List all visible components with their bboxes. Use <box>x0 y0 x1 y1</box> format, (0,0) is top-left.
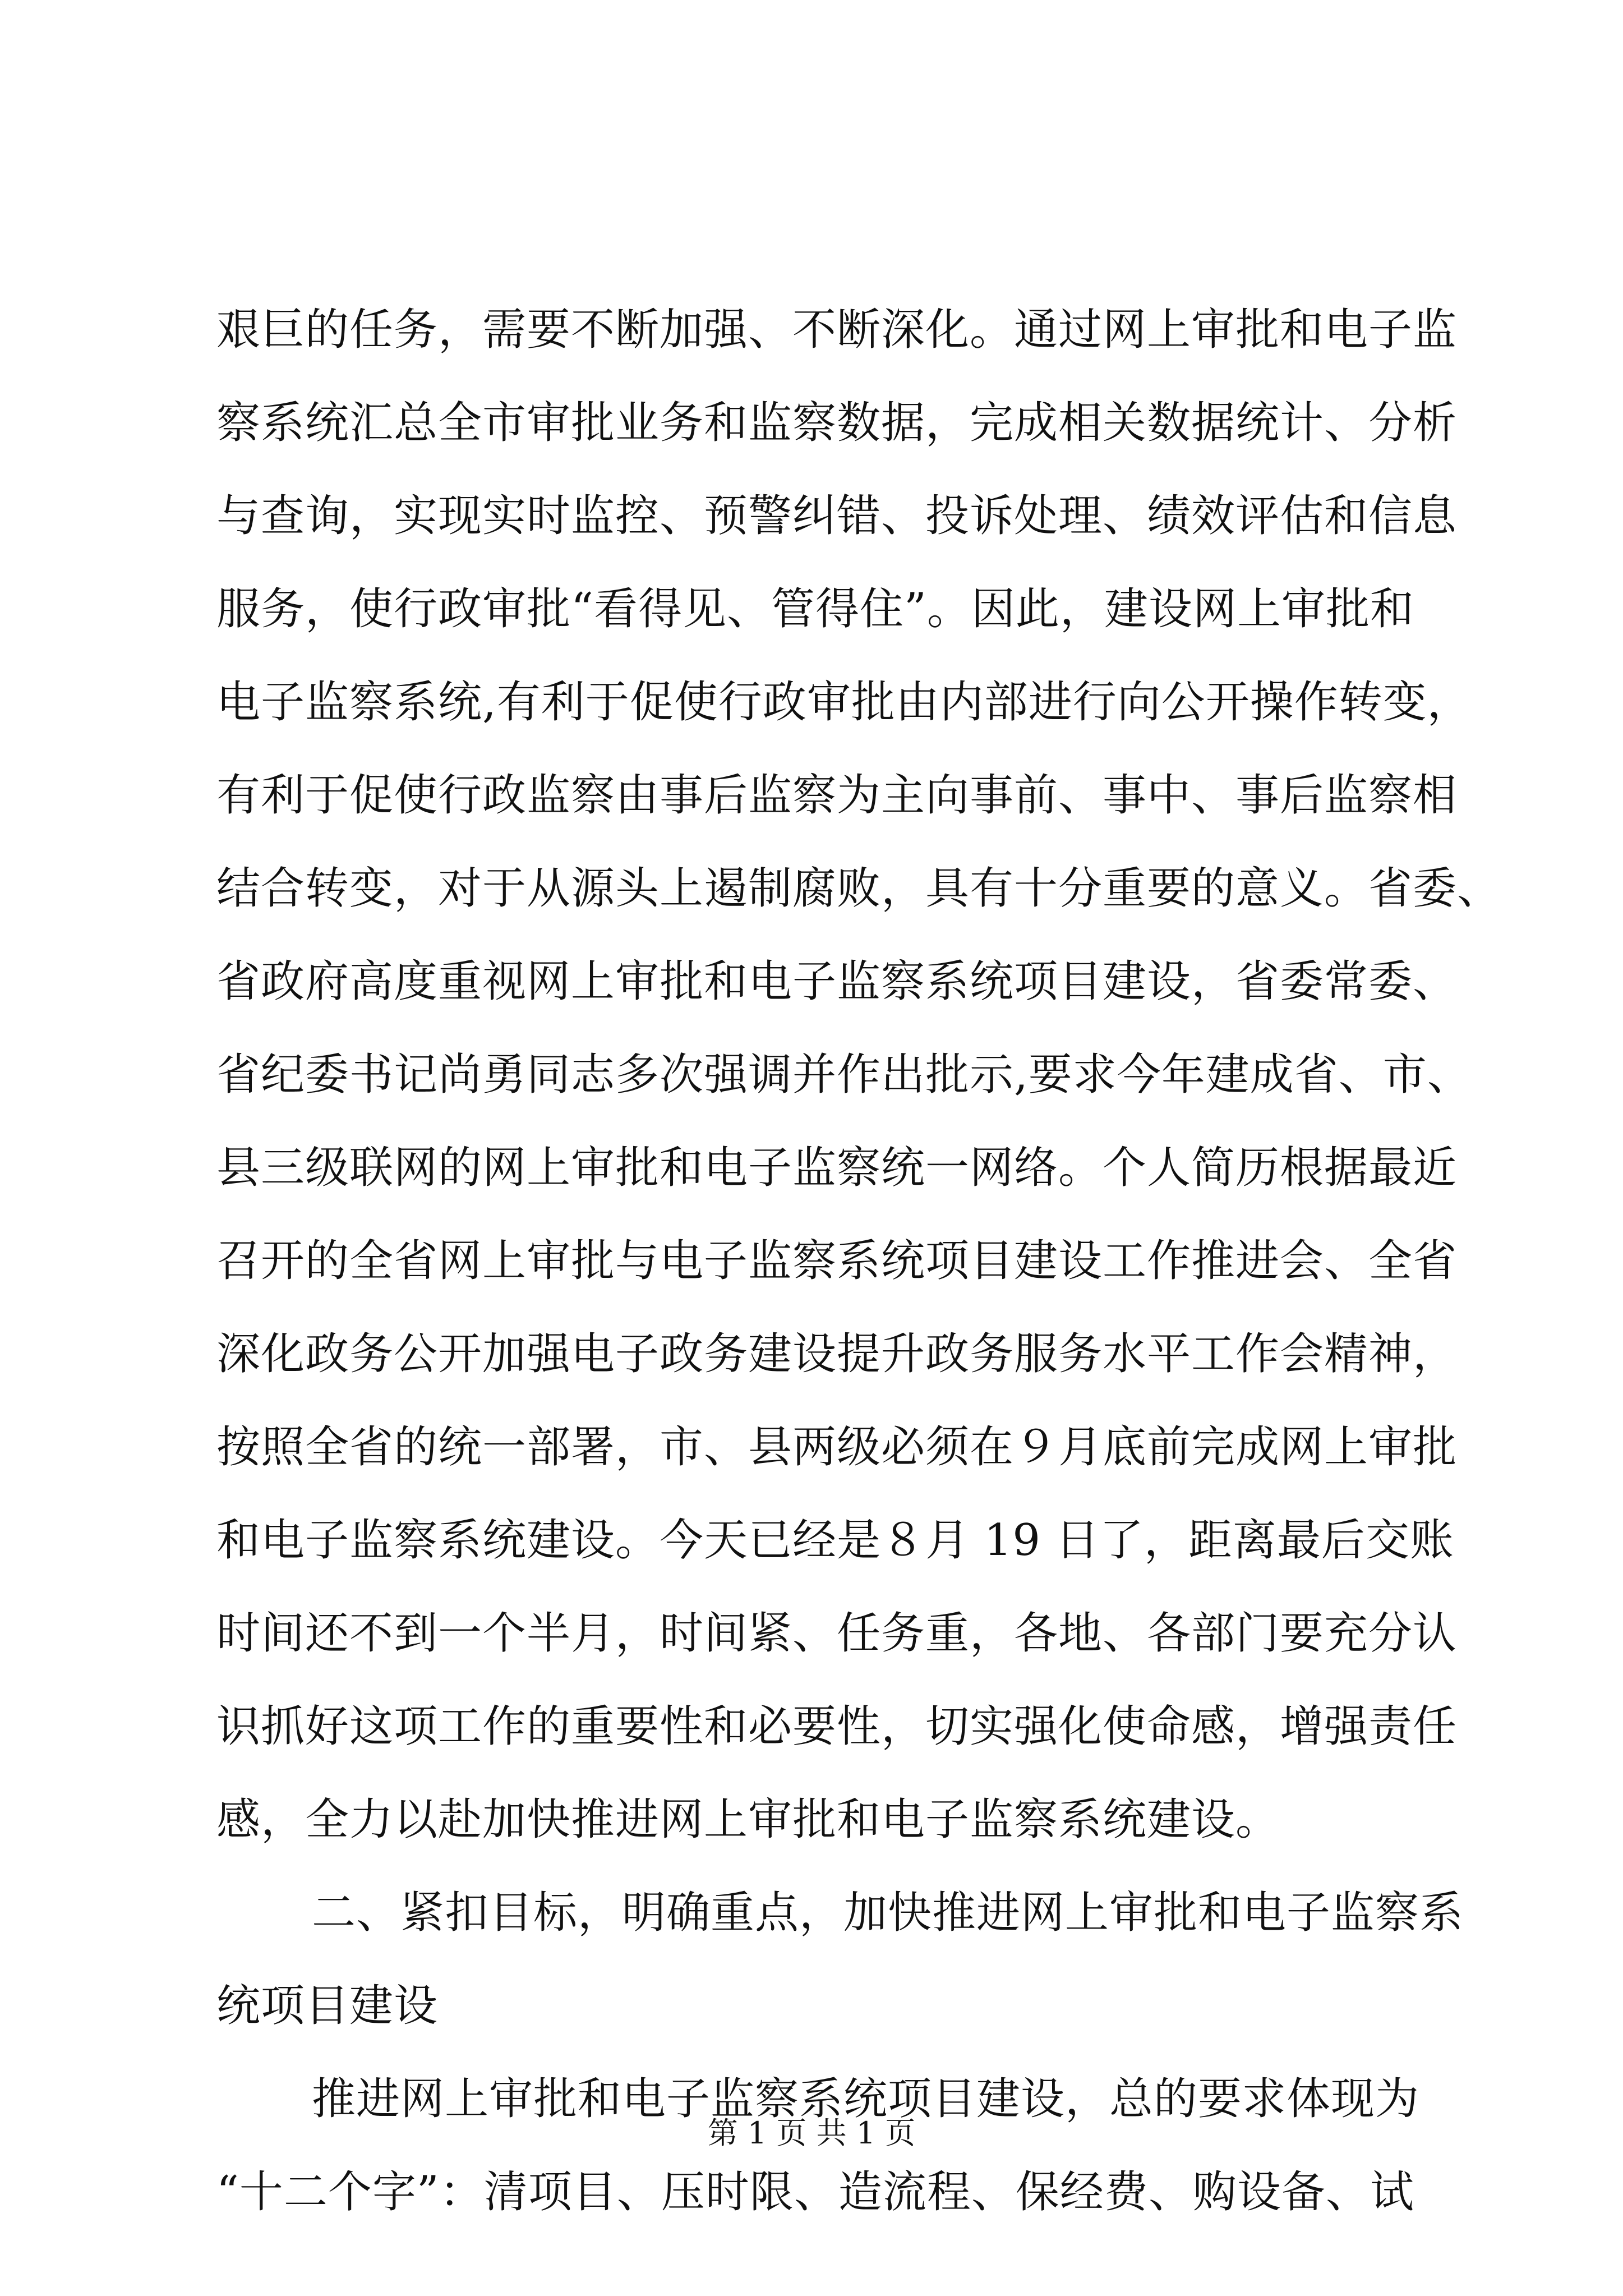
text-line: 察系统汇总全市审批业务和监察数据，完成相关数据统计、分析 <box>216 398 1458 448</box>
text-line: 省纪委书记尚勇同志多次强调并作出批示,要求今年建成省、市、 <box>216 1050 1472 1100</box>
text-line: 服务，使行政审批“看得见、管得住”。因此，建设网上审批和 <box>216 584 1414 634</box>
text-line: 感，全力以赴加快推进网上审批和电子监察系统建设。 <box>216 1795 1280 1845</box>
page-footer: 第 1 页 共 1 页 <box>707 2115 916 2151</box>
section-heading-line: 二、紧扣目标，明确重点，加快推进网上审批和电子监察系 <box>312 1888 1464 1938</box>
text-line: “十二个字”：清项目、压时限、造流程、保经费、购设备、试 <box>216 2167 1414 2217</box>
text-line: 有利于促使行政监察由事后监察为主向事前、事中、事后监察相 <box>216 770 1458 821</box>
text-line: 电子监察系统,有利于促使行政审批由内部进行向公开操作转变， <box>216 677 1472 728</box>
text-line: 时间还不到一个半月，时间紧、任务重，各地、各部门要充分认 <box>216 1608 1458 1659</box>
text-line: 按照全省的统一部署，市、县两级必须在９月底前完成网上审批 <box>216 1422 1458 1473</box>
text-line: 召开的全省网上审批与电子监察系统项目建设工作推进会、全省 <box>216 1236 1458 1286</box>
text-line: 艰巨的任务，需要不断加强、不断深化。通过网上审批和电子监 <box>216 305 1458 355</box>
section-heading-line: 统项目建设 <box>216 1981 439 2031</box>
text-line: 和电子监察系统建设。今天已经是８月 19 日了，距离最后交账 <box>216 1515 1454 1566</box>
text-line: 识抓好这项工作的重要性和必要性，切实强化使命感，增强责任 <box>216 1701 1458 1752</box>
text-line: 结合转变，对于从源头上遏制腐败，具有十分重要的意义。省委、 <box>216 863 1502 914</box>
text-line: 与查询，实现实时监控、预警纠错、投诉处理、绩效评估和信息 <box>216 491 1458 541</box>
document-body <box>216 302 1502 2257</box>
text-line: 推进网上审批和电子监察系统项目建设，总的要求体现为 <box>312 2074 1420 2124</box>
text-line: 省政府高度重视网上审批和电子监察系统项目建设，省委常委、 <box>216 956 1458 1007</box>
text-line: 县三级联网的网上审批和电子监察统一网络。个人简历根据最近 <box>216 1143 1458 1193</box>
text-line: 深化政务公开加强电子政务建设提升政务服务水平工作会精神， <box>216 1329 1458 1379</box>
